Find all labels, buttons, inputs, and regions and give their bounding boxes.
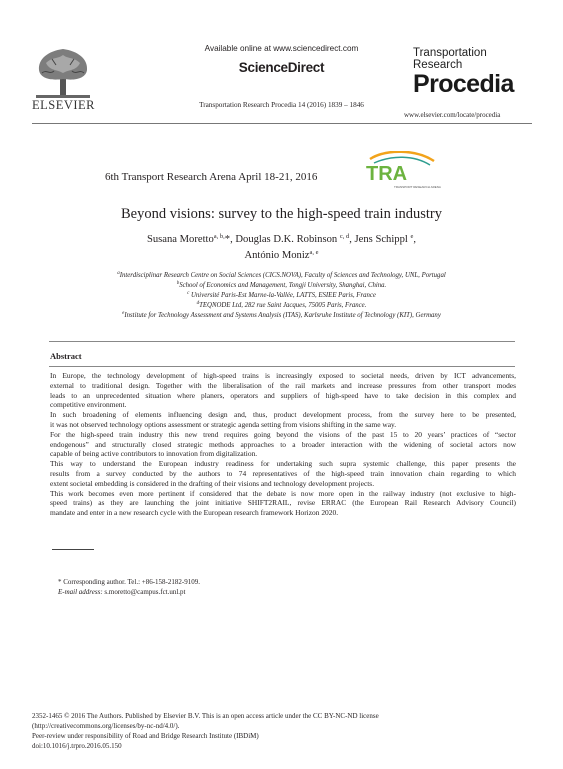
abstract-line: results from a survey conducted by the authors to 74 representatives of the high-speed train innovation chain regarding to which [50,468,516,478]
abstract-line: In Europe, the technology development of high-speed trains is increasingly exposed to societal needs, driven by ICT advancements, [50,371,516,380]
abstract-line: it was not observed technology options assessment or strategic agenda setting from visions shifting in the same way. [50,419,397,429]
abstract-line: This way to understand the European industry readiness for undertaking such supra systemic challenge, this paper presents the [50,459,516,469]
abstract-line: extent societal embedding is considered in the drafting of their visions and technology development projects. [50,478,375,488]
abstract-line: external to traditional design. Together with the liberalisation of the rail markets and increase pressures from other transport modes [50,380,516,390]
author-name: Susana Moretto [146,234,214,245]
paper-title: Beyond visions: survey to the high-speed train industry [121,206,442,222]
conference-line: 6th Transport Research Arena April 18-21, 2016 [105,171,318,183]
abstract-line: leads to an unprecedented situation where planers, operators and suppliers of high-speed have to take decision in this complex and [50,390,516,400]
abstract-line: capable of being active contributors to innovation from digitalization. [50,449,258,459]
affiliation-c [0,292,563,299]
affiliation-sup: d [196,301,200,306]
affiliation-d [0,302,563,309]
affiliation-a [0,272,563,279]
affiliation-sup: b [176,281,180,286]
available-online-text: Available online at www.sciencedirect.com [204,44,359,53]
corresponding-author-footnote [58,577,200,597]
procedia-logo-line1: Transportation [413,47,487,59]
tra-logo-text: TRA [366,163,408,185]
affiliation-b [0,282,563,289]
abstract-top-divider [49,341,515,342]
header-divider [32,123,532,124]
doi-line[interactable]: doi:10.1016/j.trpro.2016.05.150 [32,742,122,750]
author-sup: e [410,233,414,240]
authors-line-2 [0,250,563,261]
email-line [58,587,200,597]
abstract-heading-divider [49,366,515,367]
author-name: Jens Schippl [354,234,408,245]
authors-line-1: Susana Moretto$^{a, b,}$*, Douglas D.K. Robinson $^{c, d}$, Jens Schippl $^e$, [146,233,417,245]
peer-review-line: Peer-review under responsibility of Road and Bridge Research Institute (IBDiM) [32,732,259,740]
author-sup: c, d [339,233,350,240]
abstract-body [50,371,516,518]
abstract-line: For the high-speed train industry this new trend requires going beyond the visions of the past 15 to 20 years’ practices of “sector [50,429,516,439]
abstract-heading: Abstract [50,351,82,361]
abstract-line: mandate and enter in a new research cycle with the European research framework Horizon 2020. [50,508,339,518]
tra-logo [364,151,442,191]
sciencedirect-wordmark: ScienceDirect [238,60,325,75]
author-sup: a, e [309,249,319,256]
procedia-logo-line2: Research [413,59,463,71]
copyright-line: 2352-1465 © 2016 The Authors. Published by Elsevier B.V. This is an open access article under the CC BY-NC-ND license [32,712,379,720]
corresponding-author-line: * Corresponding author. Tel.: +86-158-2182-9109. [58,578,200,586]
author-name: Douglas D.K. Robinson [235,234,338,245]
affiliation-sup: a [117,271,120,276]
abstract-line: speed trains) as they are launching the joint initiative SHIFT2RAIL, revise ERRAC (the European Rail Research Advisory Council) [50,498,516,508]
tra-logo-icon [364,151,442,191]
copyright-block [32,711,532,751]
affiliation-sup: e [122,311,125,316]
affiliation-sup: c [187,291,190,296]
email-label: E-mail address: [58,588,103,596]
affiliation-text: Université Paris-Est Marne-la-Vallée, LATTS, ESIEE Paris, France [191,292,376,299]
affiliation-text: TEQNODE Ltd, 282 rue Saint Jacques, 75005 Paris, France. [199,302,367,309]
affiliation-e [0,312,563,319]
procedia-logo-line3: Procedia [413,70,514,98]
affiliation-text: School of Economics and Management, Tongji University, Shanghai, China. [179,282,387,289]
author-name: António Moniz [244,250,310,261]
corresponding-star: * [224,234,231,245]
publisher-logo-text: ELSEVIER [32,98,96,112]
journal-reference: Transportation Research Procedia 14 (2016) 1839 – 1846 [199,101,364,109]
affiliation-text: Interdisciplinar Research Centre on Social Sciences (CICS.NOVA), Faculty of Sciences and Technology, UNL, Portugal [119,272,446,279]
abstract-line: This work becomes even more pertinent if considered that the debate is now more open in the railway industry (not exclusive to high- [50,488,516,498]
tra-logo-subtext: TRANSPORT RESEARCH ARENA [394,185,441,189]
license-link[interactable]: (http://creativecommons.org/licenses/by-nc-nd/4.0/). [32,722,180,730]
footnote-divider [52,549,94,550]
abstract-line: endogenous” and structurally closed strategic methods approaches to a broader interaction with the widening of societal actors now [50,439,516,449]
abstract-line: competitive environment. [50,400,127,410]
journal-url[interactable]: www.elsevier.com/locate/procedia [404,111,501,119]
abstract-line: In such broadening of elements influencing design and, thus, product development process, from the survey here to be presented, [50,410,516,420]
procedia-logo [413,47,531,96]
email-address[interactable]: s.moretto@campus.fct.unl.pt [104,588,186,596]
author-sup: a, b, [213,233,225,240]
affiliation-text: Institute for Technology Assessment and Systems Analysis (ITAS), Karlsruhe Institute of Technology (KIT), Germany [124,312,441,319]
